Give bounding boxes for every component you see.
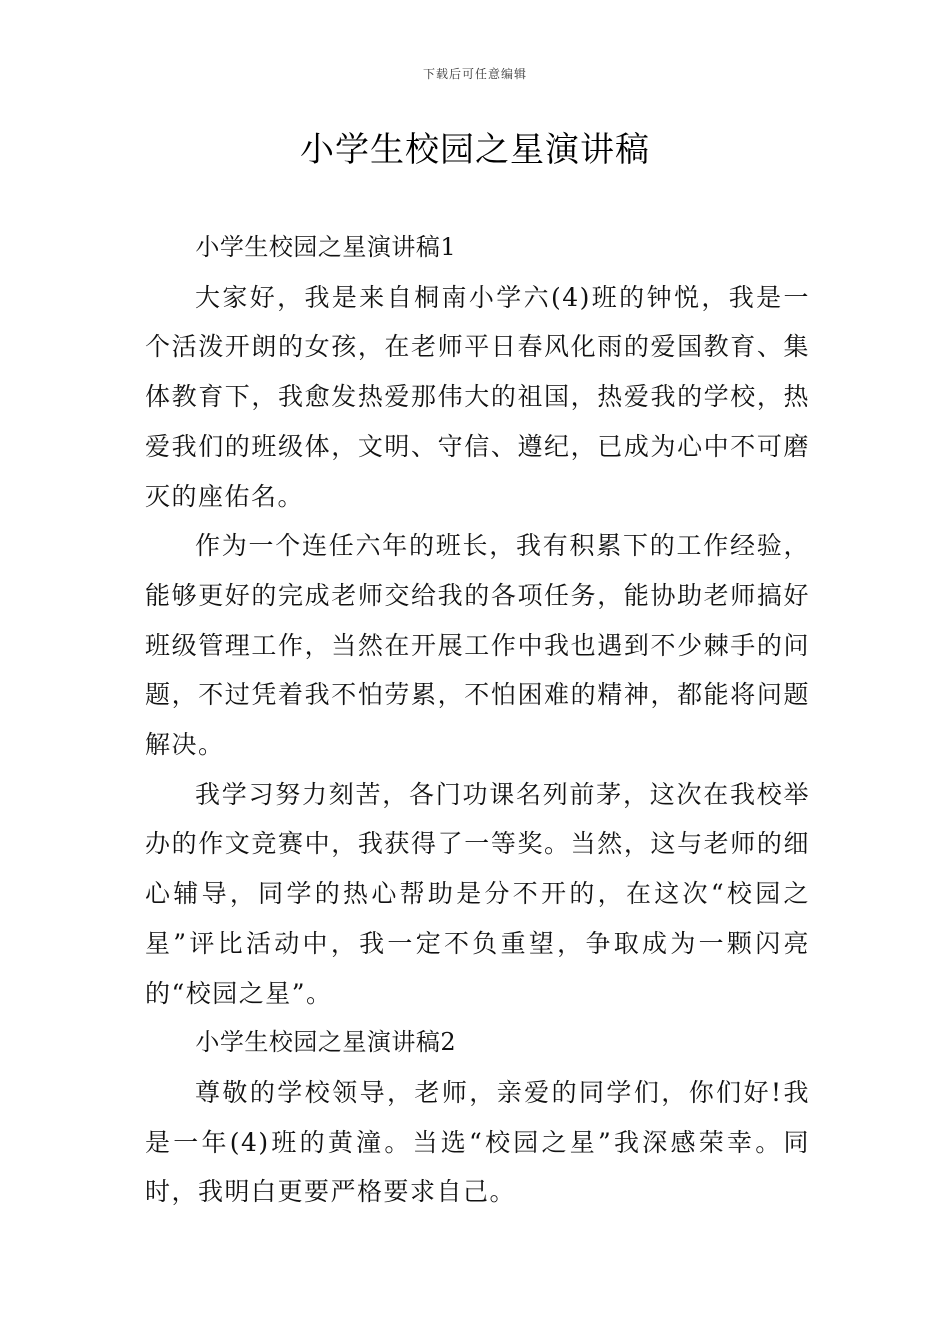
document-title: 小学生校园之星演讲稿 xyxy=(300,130,650,170)
header-note: 下载后可任意编辑 xyxy=(422,67,527,81)
paragraph: 作为一个连任六年的班长，我有积累下的工作经验，能够更好的完成老师交给我的各项任务，能协助老师搞好班级管理工作，当然在开展工作中我也遇到不少棘手的问题，不过凭着我不怕劳累，不怕困难的精神，都能将问题解决。 xyxy=(145,531,810,760)
section-heading: 小学生校园之星演讲稿1 xyxy=(195,233,457,261)
paragraph: 尊敬的学校领导，老师，亲爱的同学们，你们好!我是一年(4)班的黄潼。当选“校园之星”我深感荣幸。同时，我明白更要严格要求自己。 xyxy=(145,1077,810,1207)
paragraph: 我学习努力刻苦，各门功课名列前茅，这次在我校举办的作文竞赛中，我获得了一等奖。当然，这与老师的细心辅导，同学的热心帮助是分不开的，在这次“校园之星”评比活动中，我一定不负重望，争取成为一颗闪亮的“校园之星”。 xyxy=(145,779,810,1008)
document-body xyxy=(145,223,810,1217)
section-heading: 小学生校园之星演讲稿2 xyxy=(195,1028,457,1057)
paragraph: 大家好，我是来自桐南小学六(4)班的钟悦，我是一个活泼开朗的女孩，在老师平日春风化雨的爱国教育、集体教育下，我愈发热爱那伟大的祖国，热爱我的学校，热爱我们的班级体，文明、守信、遵纪，已成为心中不可磨灭的座佑名。 xyxy=(145,282,810,511)
